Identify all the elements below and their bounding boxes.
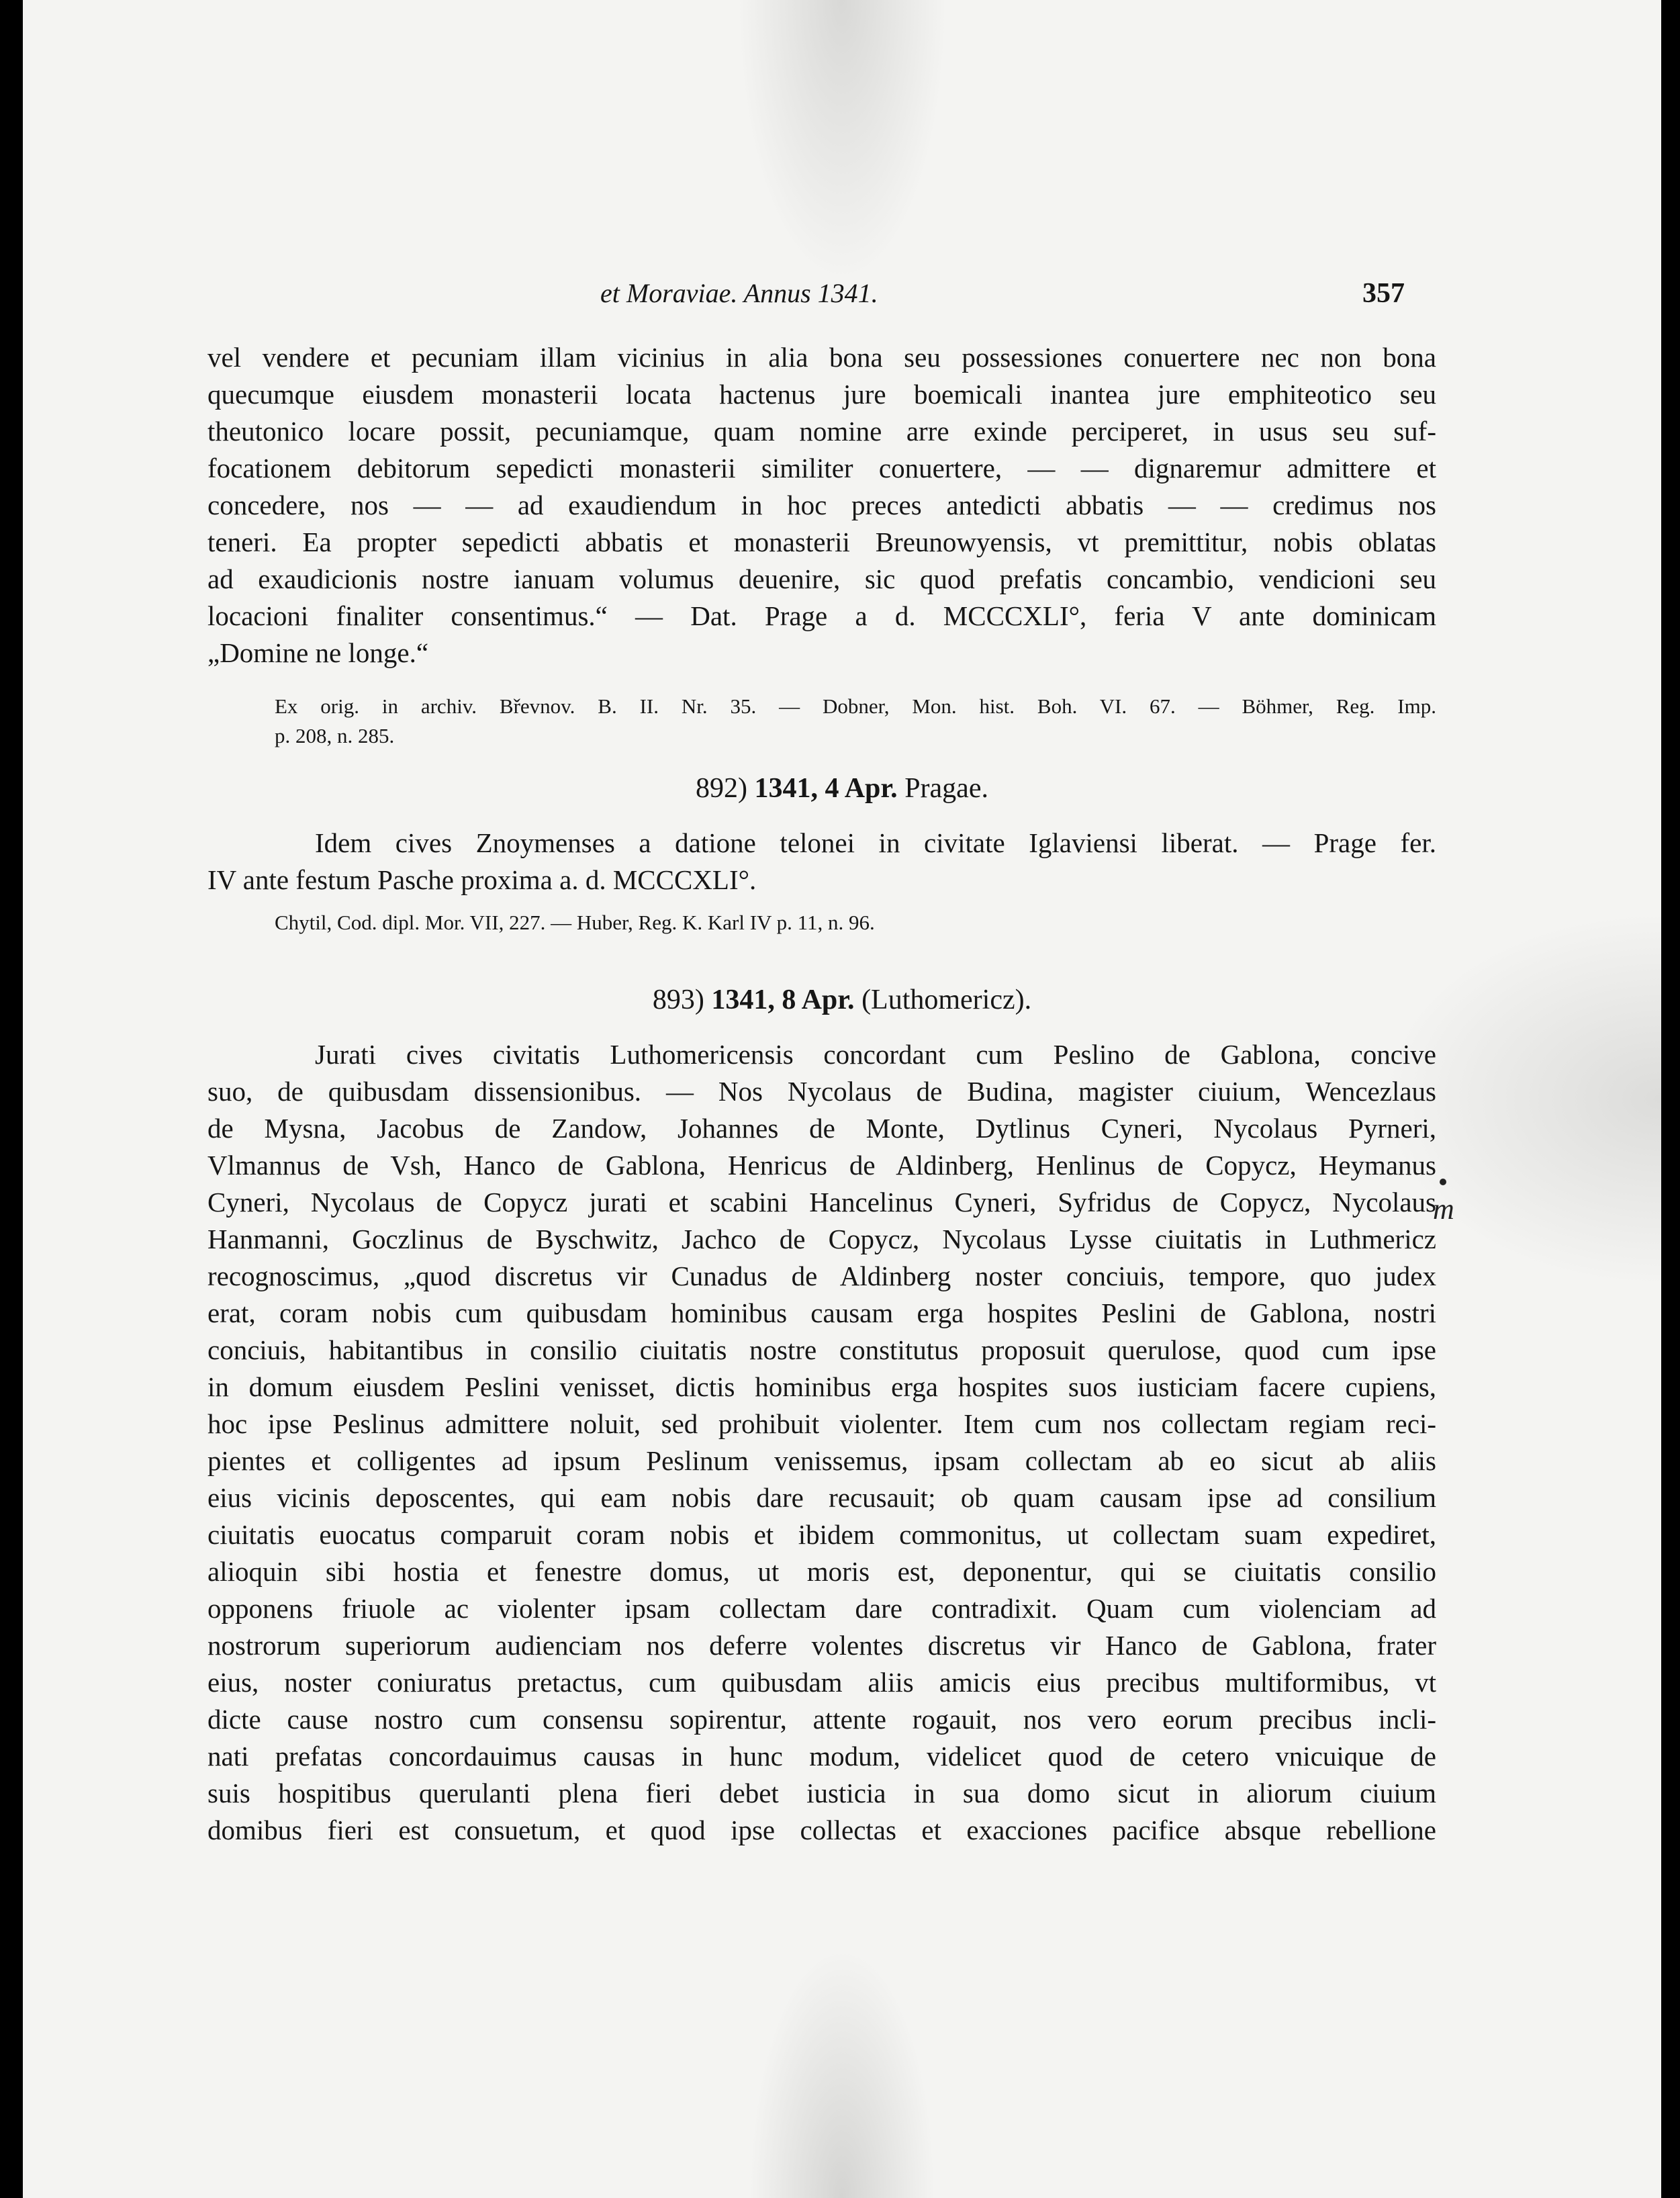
- text-line: hoc ipse Peslinus admittere noluit, sed prohibuit violenter. Item cum nos collectam regiam reci-: [207, 1408, 1436, 1439]
- entry-892-heading: [23, 772, 1661, 805]
- text-line: ciuitatis euocatus comparuit coram nobis et ibidem commonitus, ut collectam suam expediret,: [207, 1519, 1436, 1550]
- text-line: eius, noster coniuratus pretactus, cum quibusdam aliis amicis eius precibus multiformibus, vt: [207, 1667, 1436, 1698]
- text-line: Vlmannus de Vsh, Hanco de Gablona, Henricus de Aldinberg, Henlinus de Copycz, Heymanus: [207, 1150, 1436, 1181]
- text-line: pientes et colligentes ad ipsum Peslinum venissemus, ipsam collectam ab eo sicut ab aliis: [207, 1445, 1436, 1476]
- entry-date: 1341, 8 Apr.: [711, 984, 855, 1015]
- text-line: focationem debitorum sepedicti monasterii similiter conuertere, — — dignaremur admittere et: [207, 453, 1436, 484]
- text-line: nati prefatas concordauimus causas in hunc modum, videlicet quod de cetero vnicuique de: [207, 1741, 1436, 1772]
- source-line: p. 208, n. 285.: [275, 724, 395, 747]
- text-line: Hanmanni, Goczlinus de Byschwitz, Jachco de Copycz, Nycolaus Lysse ciuitatis in Luthmericz: [207, 1224, 1436, 1254]
- entry-place: (Luthomericz).: [861, 984, 1032, 1015]
- text-line: locacioni finaliter consentimus.“ — Dat. Prage a d. MCCCXLI°, feria V ante dominicam: [207, 600, 1436, 631]
- text-line: in domum eiusdem Peslini venisset, dictis hominibus erga hospites suos iusticiam facere cupiens,: [207, 1371, 1436, 1402]
- text-line: Cyneri, Nycolaus de Copycz jurati et scabini Hancelinus Cyneri, Syfridus de Copycz, Nycolaus: [207, 1187, 1436, 1218]
- entry-893-heading: [23, 984, 1661, 1016]
- text-line: suo, de quibusdam dissensionibus. — Nos Nycolaus de Budina, magister ciuium, Wencezlaus: [207, 1076, 1436, 1107]
- running-title: et Moraviae. Annus 1341.: [600, 278, 878, 308]
- intro-paragraph: [207, 339, 1436, 672]
- intro-source-note: [275, 692, 1436, 751]
- entry-892-text: [207, 825, 1436, 899]
- entry-number: 893): [652, 984, 704, 1015]
- text-line: alioquin sibi hostia et fenestre domus, ut moris est, deponentur, qui se ciuitatis consilio: [207, 1556, 1436, 1587]
- entry-893-text: [207, 1036, 1436, 1849]
- text-line: domibus fieri est consuetum, et quod ipse collectas et exacciones pacifice absque rebellione: [207, 1815, 1436, 1845]
- text-line: Idem cives Znoymenses a datione telonei in civitate Iglaviensi liberat. — Prage fer.: [315, 827, 1436, 858]
- text-line: vel vendere et pecuniam illam vicinius in alia bona seu possessiones conuertere nec non bona: [207, 342, 1436, 373]
- text-line: opponens friuole ac violenter ipsam collectam dare contradixit. Quam cum violenciam ad: [207, 1593, 1436, 1624]
- text-line: „Domine ne longe.“: [207, 637, 429, 668]
- text-line: eius vicinis deposcentes, qui eam nobis dare recusauit; ob quam causam ipse ad consilium: [207, 1482, 1436, 1513]
- source-line: Ex orig. in archiv. Břevnov. B. II. Nr. 35. — Dobner, Mon. hist. Boh. VI. 67. — Böhmer, Reg. Imp.: [275, 694, 1436, 718]
- text-line: suis hospitibus querulanti plena fieri debet iusticia in sua domo sicut in aliorum ciuium: [207, 1778, 1436, 1808]
- text-line: quecumque eiusdem monasterii locata hactenus jure boemicali inantea jure emphiteotico seu: [207, 379, 1436, 410]
- margin-annotation: m: [1433, 1193, 1454, 1226]
- text-line: de Mysna, Jacobus de Zandow, Johannes de Monte, Dytlinus Cyneri, Nycolaus Pyrneri,: [207, 1113, 1436, 1144]
- text-line: nostrorum superiorum audienciam nos deferre volentes discretus vir Hanco de Gablona, frater: [207, 1630, 1436, 1661]
- text-line: theutonico locare possit, pecuniamque, quam nomine arre exinde perciperet, in usus seu suf-: [207, 416, 1436, 447]
- text-line: dicte cause nostro cum consensu sopirentur, attente rogauit, nos vero eorum precibus incli-: [207, 1704, 1436, 1735]
- entry-892-source: [275, 908, 1436, 937]
- text-line: IV ante festum Pasche proxima a. d. MCCCXLI°.: [207, 864, 757, 895]
- page-number: 357: [1362, 278, 1405, 309]
- entry-number: 892): [696, 773, 748, 804]
- text-line: erat, coram nobis cum quibusdam hominibus causam erga hospites Peslini de Gablona, nostri: [207, 1297, 1436, 1328]
- page-header: [23, 272, 1661, 319]
- text-line: conciuis, habitantibus in consilio ciuitatis nostre constitutus proposuit querulose, quod cum ipse: [207, 1334, 1436, 1365]
- text-line: teneri. Ea propter sepedicti abbatis et monasterii Breunowyensis, vt premittitur, nobis oblatas: [207, 526, 1436, 557]
- margin-dot: [1440, 1179, 1446, 1185]
- entry-place: Pragae.: [904, 773, 988, 804]
- text-line: Jurati cives civitatis Luthomericensis concordant cum Peslino de Gablona, concive: [315, 1039, 1436, 1070]
- entry-date: 1341, 4 Apr.: [754, 773, 898, 804]
- text-line: concedere, nos — — ad exaudiendum in hoc preces antedicti abbatis — — credimus nos: [207, 490, 1436, 520]
- source-line: Chytil, Cod. dipl. Mor. VII, 227. — Huber, Reg. K. Karl IV p. 11, n. 96.: [275, 911, 875, 934]
- text-line: recognoscimus, „quod discretus vir Cunadus de Aldinberg noster conciuis, tempore, quo judex: [207, 1261, 1436, 1291]
- text-line: ad exaudicionis nostre ianuam volumus deuenire, sic quod prefatis concambio, vendicioni seu: [207, 563, 1436, 594]
- document-page: [23, 0, 1661, 2198]
